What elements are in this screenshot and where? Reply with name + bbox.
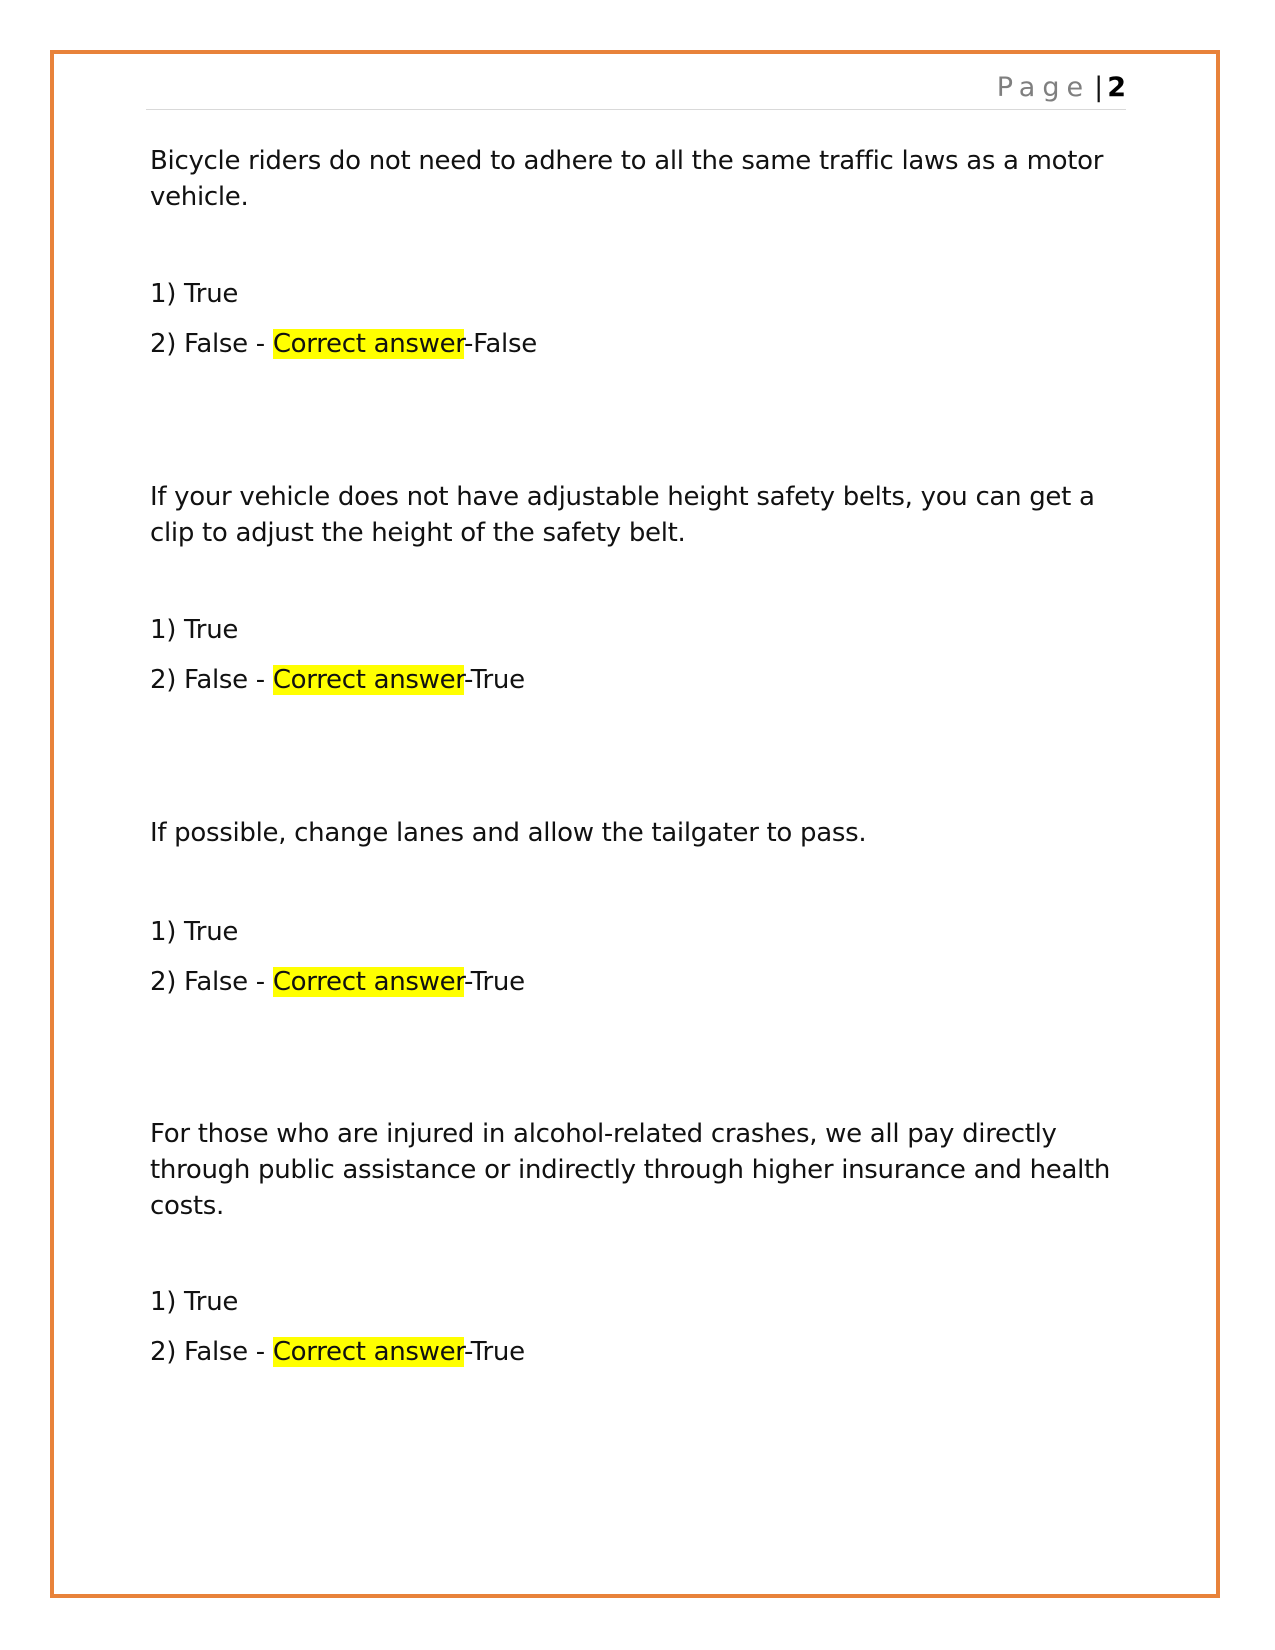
correct-answer-label: Correct answer	[272, 665, 465, 695]
option-false-label: 2) False -	[150, 329, 273, 359]
option-false	[150, 1334, 525, 1370]
question-2	[150, 479, 1125, 551]
question-text: For those who are injured in alcohol-related crashes, we all pay directly through public assistance or indirectly through higher insurance and health costs.	[150, 1119, 1111, 1221]
correct-answer-label: Correct answer	[272, 967, 465, 997]
page-header	[146, 72, 1126, 110]
option-true: 1) True	[150, 279, 239, 309]
option-true: 1) True	[150, 917, 239, 947]
question-text: If your vehicle does not have adjustable height safety belts, you can get a clip to adjust the height of the safety belt.	[150, 482, 1095, 548]
question-text: If possible, change lanes and allow the tailgater to pass.	[150, 818, 867, 848]
correct-answer-value: -False	[464, 329, 537, 359]
question-4	[150, 1116, 1125, 1224]
option-false-label: 2) False -	[150, 665, 273, 695]
correct-answer-label: Correct answer	[272, 329, 465, 359]
page-label: Page	[996, 72, 1091, 103]
page-number: 2	[1107, 72, 1126, 103]
option-true: 1) True	[150, 615, 239, 645]
option-false	[150, 662, 525, 698]
correct-answer-value: -True	[464, 967, 525, 997]
page-separator: |	[1094, 72, 1104, 103]
option-false-label: 2) False -	[150, 967, 273, 997]
question-text: Bicycle riders do not need to adhere to all the same traffic laws as a motor vehicle.	[150, 146, 1104, 212]
question-1	[150, 143, 1125, 215]
option-false	[150, 326, 537, 362]
correct-answer-value: -True	[464, 665, 525, 695]
option-false-label: 2) False -	[150, 1337, 273, 1367]
correct-answer-label: Correct answer	[272, 1337, 465, 1367]
question-3	[150, 815, 1125, 851]
option-false	[150, 964, 525, 1000]
correct-answer-value: -True	[464, 1337, 525, 1367]
option-true: 1) True	[150, 1287, 239, 1317]
